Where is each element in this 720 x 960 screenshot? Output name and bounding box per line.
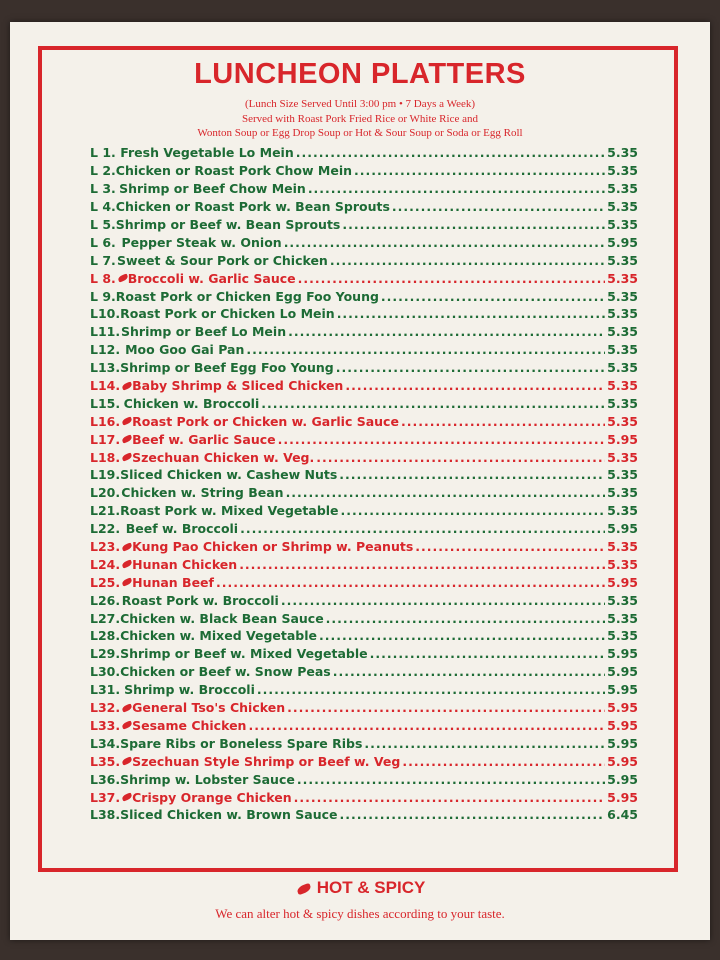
menu-item bbox=[90, 699, 638, 717]
item-code-text: L23. bbox=[90, 539, 121, 555]
item-code bbox=[90, 628, 120, 643]
item-name: Sweet & Sour Pork or Chicken bbox=[116, 252, 328, 268]
menu-item bbox=[90, 394, 638, 412]
menu-item bbox=[90, 663, 638, 681]
item-code-text: L16. bbox=[90, 413, 121, 429]
item-name: Beef w. Broccoli bbox=[125, 521, 239, 537]
dot-leader bbox=[342, 217, 605, 232]
dot-leader bbox=[326, 611, 605, 626]
item-code-text: L28. bbox=[90, 628, 121, 644]
menu-sheet bbox=[10, 22, 710, 940]
menu-item bbox=[90, 448, 638, 466]
serving-hours: (Lunch Size Served Until 3:00 pm • 7 Days a Week) bbox=[244, 98, 476, 110]
item-code bbox=[90, 414, 132, 429]
menu-item bbox=[90, 538, 638, 556]
item-name: Shrimp or Beef Chow Mein bbox=[119, 181, 306, 197]
item-code bbox=[90, 199, 116, 214]
item-name: Hunan Chicken bbox=[132, 556, 238, 572]
item-name: Beef w. Garlic Sauce bbox=[132, 431, 276, 447]
item-code-text: L27. bbox=[90, 610, 121, 626]
dot-leader bbox=[319, 628, 605, 643]
item-code bbox=[90, 700, 132, 715]
item-price: 5.35 bbox=[607, 360, 638, 376]
item-price: 5.95 bbox=[607, 664, 638, 680]
menu-item bbox=[90, 359, 638, 377]
dot-leader bbox=[294, 790, 606, 805]
menu-item bbox=[90, 323, 638, 341]
dot-leader bbox=[339, 467, 605, 482]
pepper-icon bbox=[121, 560, 132, 569]
menu-item bbox=[90, 412, 638, 430]
item-name: Shrimp or Beef Lo Mein bbox=[121, 324, 287, 340]
item-code-text: L37. bbox=[90, 789, 121, 805]
item-code bbox=[90, 807, 120, 822]
item-name: Fresh Vegetable Lo Mein bbox=[120, 145, 294, 161]
menu-item bbox=[90, 573, 638, 591]
dot-leader bbox=[345, 378, 605, 393]
item-code bbox=[90, 432, 132, 447]
item-price: 5.35 bbox=[607, 181, 638, 197]
item-name: Sliced Chicken w. Cashew Nuts bbox=[120, 467, 338, 483]
menu-item bbox=[90, 770, 638, 788]
item-code bbox=[90, 593, 122, 608]
item-code-text: L38. bbox=[90, 807, 121, 823]
item-code bbox=[90, 253, 117, 268]
dot-leader bbox=[308, 181, 605, 196]
soup-options-line: Wonton Soup or Egg Drop Soup or Hot & Sour Soup or Soda or Egg Roll bbox=[197, 127, 523, 139]
menu-item bbox=[90, 788, 638, 806]
item-name: Crispy Orange Chicken bbox=[132, 789, 292, 805]
item-code-text: L 8. bbox=[90, 270, 116, 286]
item-code-text: L 3. bbox=[90, 181, 116, 197]
item-price: 5.35 bbox=[607, 145, 638, 161]
pepper-icon bbox=[121, 435, 132, 444]
item-name: Spare Ribs or Boneless Spare Ribs bbox=[120, 735, 363, 751]
item-code bbox=[90, 754, 132, 769]
item-code-text: L 4. bbox=[90, 199, 116, 215]
item-code bbox=[90, 306, 120, 321]
menu-item bbox=[90, 162, 638, 180]
item-price: 5.35 bbox=[607, 217, 638, 232]
dot-leader bbox=[337, 306, 605, 321]
item-name: Broccoli w. Garlic Sauce bbox=[127, 270, 296, 286]
item-code bbox=[90, 289, 116, 304]
menu-item bbox=[90, 520, 638, 538]
menu-item bbox=[90, 216, 638, 234]
item-name: Roast Pork w. Broccoli bbox=[121, 592, 279, 608]
item-name: Shrimp or Beef w. Bean Sprouts bbox=[115, 217, 341, 232]
item-price: 5.95 bbox=[607, 682, 638, 698]
item-price: 5.35 bbox=[607, 395, 638, 411]
item-name: Kung Pao Chicken or Shrimp w. Peanuts bbox=[132, 539, 414, 555]
dot-leader bbox=[278, 432, 606, 447]
item-code-text: L31. bbox=[90, 682, 121, 698]
dot-leader bbox=[246, 342, 605, 357]
item-name: Shrimp or Beef Egg Foo Young bbox=[120, 360, 334, 376]
dot-leader bbox=[364, 736, 605, 751]
dot-leader bbox=[281, 593, 605, 608]
item-name: Roast Pork or Chicken Lo Mein bbox=[120, 306, 335, 322]
dot-leader bbox=[257, 682, 605, 697]
dot-leader bbox=[401, 414, 605, 429]
item-price: 5.35 bbox=[607, 467, 638, 483]
item-name: Hunan Beef bbox=[132, 574, 214, 590]
pepper-icon bbox=[117, 274, 128, 283]
menu-item bbox=[90, 430, 638, 448]
item-price: 5.95 bbox=[607, 700, 638, 716]
item-code bbox=[90, 682, 124, 697]
item-code-text: L14. bbox=[90, 378, 121, 394]
item-name: Roast Pork or Chicken w. Garlic Sauce bbox=[132, 413, 399, 429]
item-code-text: L22. bbox=[90, 521, 121, 537]
item-code-text: L17. bbox=[90, 431, 121, 447]
item-price: 5.35 bbox=[607, 539, 638, 555]
item-price: 5.35 bbox=[607, 270, 638, 286]
item-code-text: L26. bbox=[90, 592, 121, 608]
pepper-icon bbox=[121, 381, 132, 390]
menu-item bbox=[90, 341, 638, 359]
pepper-icon bbox=[121, 417, 132, 426]
item-code-text: L 6. bbox=[90, 234, 116, 250]
item-code-text: L20. bbox=[90, 485, 121, 501]
item-name: Shrimp w. Lobster Sauce bbox=[120, 771, 295, 787]
menu-item bbox=[90, 591, 638, 609]
dot-leader bbox=[240, 521, 605, 536]
item-name: Szechuan Chicken w. Veg. bbox=[132, 449, 315, 465]
menu-item bbox=[90, 144, 638, 162]
menu-item bbox=[90, 180, 638, 198]
dot-leader bbox=[296, 145, 605, 160]
pepper-icon bbox=[121, 703, 132, 712]
item-price: 5.95 bbox=[607, 574, 638, 590]
item-price: 5.95 bbox=[607, 753, 638, 769]
item-name: Shrimp w. Broccoli bbox=[124, 682, 255, 698]
item-name: Roast Pork or Chicken Egg Foo Young bbox=[115, 288, 379, 304]
menu-item bbox=[90, 198, 638, 216]
item-name: Chicken w. Mixed Vegetable bbox=[120, 628, 318, 644]
item-name: Sesame Chicken bbox=[132, 717, 247, 733]
item-code-text: L 5. bbox=[90, 217, 116, 232]
dot-leader bbox=[286, 485, 606, 500]
item-price: 5.95 bbox=[607, 717, 638, 733]
item-price: 5.95 bbox=[607, 771, 638, 787]
dot-leader bbox=[297, 772, 605, 787]
item-price: 5.95 bbox=[607, 234, 638, 250]
item-code bbox=[90, 324, 121, 339]
item-code bbox=[90, 503, 120, 518]
item-code-text: L 1. bbox=[90, 145, 116, 161]
item-price: 5.95 bbox=[607, 646, 638, 662]
item-name: Chicken w. Broccoli bbox=[123, 395, 260, 411]
item-code bbox=[90, 664, 120, 679]
item-name: General Tso's Chicken bbox=[132, 700, 286, 716]
item-code-text: L30. bbox=[90, 664, 121, 680]
menu-item bbox=[90, 806, 638, 824]
item-price: 5.95 bbox=[607, 789, 638, 805]
item-price: 5.95 bbox=[607, 735, 638, 751]
item-code bbox=[90, 736, 120, 751]
dot-leader bbox=[370, 646, 606, 661]
item-code bbox=[90, 718, 132, 733]
item-code-text: L10. bbox=[90, 306, 121, 322]
dot-leader bbox=[333, 664, 605, 679]
menu-item bbox=[90, 555, 638, 573]
item-code-text: L36. bbox=[90, 771, 121, 787]
dot-leader bbox=[298, 271, 606, 286]
dot-leader bbox=[381, 289, 605, 304]
dot-leader bbox=[330, 253, 605, 268]
item-price: 5.35 bbox=[607, 163, 638, 179]
item-price: 6.45 bbox=[607, 807, 638, 823]
item-name: Baby Shrimp & Sliced Chicken bbox=[132, 378, 344, 394]
pepper-icon bbox=[121, 757, 132, 766]
item-code-text: L34. bbox=[90, 735, 121, 751]
hot-spicy-legend bbox=[10, 878, 710, 898]
menu-item bbox=[90, 752, 638, 770]
item-code-text: L15. bbox=[90, 395, 121, 411]
menu-item bbox=[90, 251, 638, 269]
dot-leader bbox=[288, 324, 605, 339]
item-code-text: L11. bbox=[90, 324, 121, 340]
item-code bbox=[90, 790, 132, 805]
item-name: Moo Goo Gai Pan bbox=[125, 342, 245, 358]
item-price: 5.35 bbox=[607, 449, 638, 465]
item-name: Roast Pork w. Mixed Vegetable bbox=[120, 503, 339, 519]
item-code-text: L12. bbox=[90, 342, 121, 358]
menu-item bbox=[90, 377, 638, 395]
item-code bbox=[90, 342, 125, 357]
item-code bbox=[90, 217, 116, 232]
item-code bbox=[90, 521, 126, 536]
dot-leader bbox=[216, 575, 605, 590]
item-code bbox=[90, 145, 120, 160]
item-code bbox=[90, 450, 132, 465]
pepper-icon bbox=[121, 453, 132, 462]
dot-leader bbox=[261, 396, 605, 411]
item-code bbox=[90, 539, 132, 554]
item-price: 5.35 bbox=[607, 378, 638, 394]
item-code-text: L32. bbox=[90, 700, 121, 716]
menu-item bbox=[90, 609, 638, 627]
pepper-icon bbox=[121, 721, 132, 730]
item-name: Pepper Steak w. Onion bbox=[121, 234, 282, 250]
item-code-text: L33. bbox=[90, 717, 121, 733]
item-code-text: L29. bbox=[90, 646, 121, 662]
item-price: 5.35 bbox=[607, 503, 638, 519]
item-price: 5.35 bbox=[607, 485, 638, 501]
item-name: Chicken w. String Bean bbox=[121, 485, 284, 501]
menu-item bbox=[90, 305, 638, 323]
menu-item bbox=[90, 233, 638, 251]
item-code bbox=[90, 772, 120, 787]
page-title: LUNCHEON PLATTERS bbox=[194, 58, 526, 90]
item-price: 5.35 bbox=[607, 324, 638, 340]
item-code-text: L21. bbox=[90, 503, 121, 519]
dot-leader bbox=[402, 754, 605, 769]
item-price: 5.35 bbox=[607, 628, 638, 644]
dot-leader bbox=[415, 539, 605, 554]
menu-item bbox=[90, 717, 638, 735]
pepper-icon bbox=[121, 792, 132, 801]
item-price: 5.95 bbox=[607, 431, 638, 447]
item-code bbox=[90, 378, 132, 393]
hot-spicy-label: HOT & SPICY bbox=[316, 878, 426, 897]
item-code bbox=[90, 646, 120, 661]
menu-item bbox=[90, 466, 638, 484]
item-price: 5.95 bbox=[607, 521, 638, 537]
item-code-text: L19. bbox=[90, 467, 121, 483]
item-name: Sliced Chicken w. Brown Sauce bbox=[120, 807, 338, 823]
menu-item bbox=[90, 269, 638, 287]
menu-item bbox=[90, 502, 638, 520]
pepper-icon bbox=[121, 578, 132, 587]
menu-list bbox=[90, 144, 638, 824]
item-price: 5.35 bbox=[607, 556, 638, 572]
menu-item bbox=[90, 734, 638, 752]
item-code-text: L 7. bbox=[90, 252, 116, 268]
menu-item bbox=[90, 484, 638, 502]
item-name: Shrimp or Beef w. Mixed Vegetable bbox=[120, 646, 368, 662]
served-with-line: Served with Roast Pork Fried Rice or White Rice and bbox=[242, 113, 478, 125]
item-code bbox=[90, 467, 120, 482]
pepper-icon bbox=[296, 882, 312, 894]
item-code-text: L25. bbox=[90, 574, 121, 590]
item-code bbox=[90, 271, 128, 286]
item-code-text: L 9. bbox=[90, 288, 116, 304]
item-code bbox=[90, 181, 119, 196]
dot-leader bbox=[340, 807, 606, 822]
item-code bbox=[90, 235, 121, 250]
item-price: 5.35 bbox=[607, 199, 638, 215]
menu-item bbox=[90, 645, 638, 663]
item-price: 5.35 bbox=[607, 413, 638, 429]
item-code bbox=[90, 163, 116, 178]
item-code bbox=[90, 575, 132, 590]
dot-leader bbox=[248, 718, 605, 733]
dot-leader bbox=[287, 700, 605, 715]
pepper-icon bbox=[121, 542, 132, 551]
dot-leader bbox=[336, 360, 605, 375]
spicy-note: We can alter hot & spicy dishes according to your taste. bbox=[215, 906, 505, 921]
dot-leader bbox=[354, 163, 605, 178]
item-code-text: L18. bbox=[90, 449, 121, 465]
menu-item bbox=[90, 627, 638, 645]
item-code-text: L13. bbox=[90, 360, 121, 376]
item-price: 5.35 bbox=[607, 288, 638, 304]
item-name: Chicken or Beef w. Snow Peas bbox=[120, 664, 331, 680]
item-code bbox=[90, 396, 124, 411]
dot-leader bbox=[341, 503, 606, 518]
item-code bbox=[90, 360, 120, 375]
item-code bbox=[90, 485, 121, 500]
item-name: Chicken or Roast Pork w. Bean Sprouts bbox=[115, 199, 390, 215]
menu-item bbox=[90, 681, 638, 699]
item-code-text: L 2. bbox=[90, 163, 116, 179]
dot-leader bbox=[284, 235, 605, 250]
item-price: 5.35 bbox=[607, 610, 638, 626]
dot-leader bbox=[239, 557, 605, 572]
item-code bbox=[90, 611, 120, 626]
item-name: Chicken w. Black Bean Sauce bbox=[120, 610, 324, 626]
item-name: Szechuan Style Shrimp or Beef w. Veg bbox=[132, 753, 401, 769]
menu-item bbox=[90, 287, 638, 305]
item-code bbox=[90, 557, 132, 572]
item-code-text: L35. bbox=[90, 753, 121, 769]
item-price: 5.35 bbox=[607, 342, 638, 358]
dot-leader bbox=[392, 199, 605, 214]
item-price: 5.35 bbox=[607, 252, 638, 268]
item-price: 5.35 bbox=[607, 306, 638, 322]
item-name: Chicken or Roast Pork Chow Mein bbox=[115, 163, 352, 179]
dot-leader bbox=[316, 450, 605, 465]
item-code-text: L24. bbox=[90, 556, 121, 572]
item-price: 5.35 bbox=[607, 592, 638, 608]
